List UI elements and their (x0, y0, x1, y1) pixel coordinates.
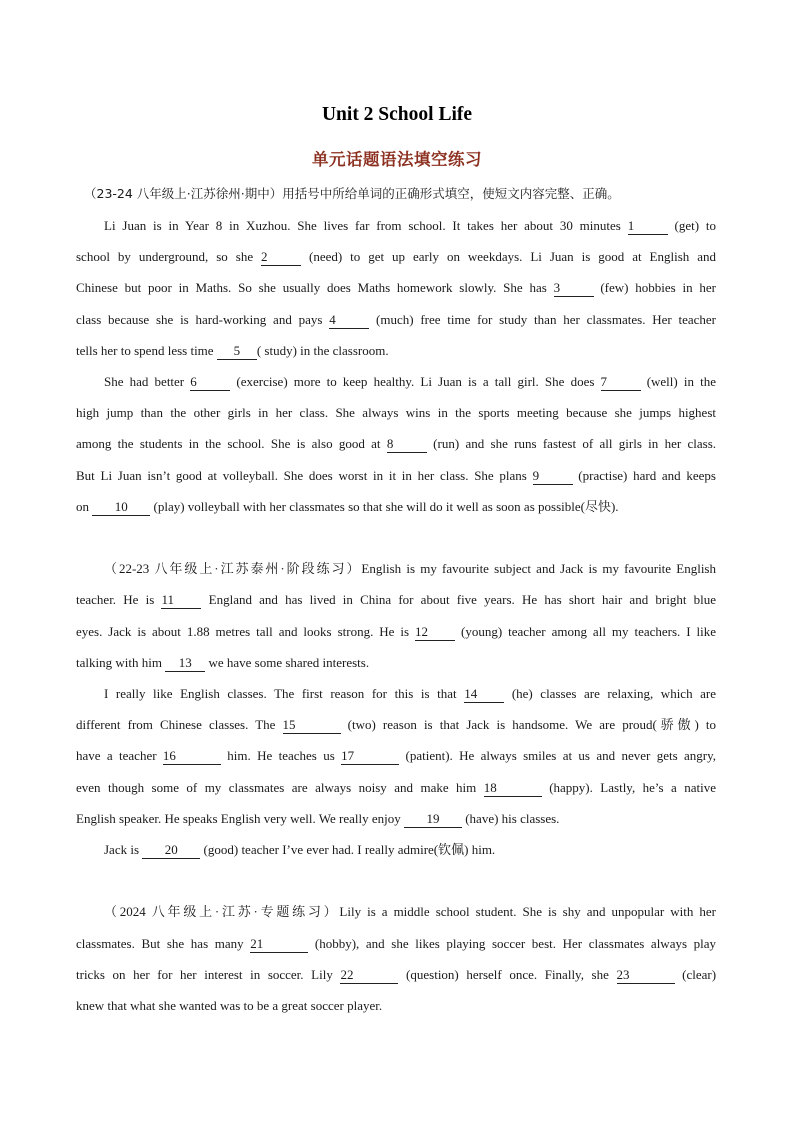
text: (two) reason is that Jack is handsome. We are proud(骄傲) to (347, 717, 716, 732)
text: English speaker. He speaks English very well. We really enjoy (76, 811, 401, 826)
passage2-line (76, 653, 716, 673)
text: England and has lived in China for about five years. He has short hair and bright blue (208, 592, 717, 607)
text: Chinese but poor in Maths. So she usually does Maths homework slowly. She has (76, 280, 547, 295)
text: (run) and she runs fastest of all girls in her class. (433, 436, 717, 451)
passage1-line (76, 310, 716, 330)
text: (need) to get up early on weekdays. Li Juan is good at English and (309, 249, 716, 264)
page-subtitle: 单元话题语法填空练习 (312, 150, 482, 169)
passage2-line (104, 684, 716, 704)
passage2-line (104, 559, 716, 579)
blank-14: 14 (464, 686, 504, 703)
blank-13: 13 (165, 655, 205, 672)
text: (hobby), and she likes playing soccer best. Her classmates always play (314, 936, 717, 951)
passage2-line (104, 840, 716, 860)
blank-18: 18 (484, 780, 542, 797)
passage3-line (104, 902, 716, 922)
blank-6: 6 (190, 374, 230, 391)
text: (patient). He always smiles at us and never gets angry, (405, 748, 716, 763)
text: (happy). Lastly, he’s a native (549, 780, 717, 795)
passage1-line (104, 372, 716, 392)
passage1-line (76, 434, 716, 454)
text: (he) classes are relaxing, which are (511, 686, 717, 701)
text: on (76, 499, 89, 514)
text: (young) teacher among all my teachers. I like (461, 624, 717, 639)
text: high jump than the other girls in her class. She always wins in the sports meeting because she jumps highest (76, 405, 716, 420)
text: (much) free time for study than her classmates. Her teacher (376, 312, 717, 327)
passage1-line (76, 341, 716, 361)
blank-8: 8 (387, 436, 427, 453)
passage1-line (76, 403, 716, 423)
blank-7: 7 (601, 374, 641, 391)
text: class because she is hard-working and pays (76, 312, 323, 327)
text: have a teacher (76, 748, 157, 763)
text: tells her to spend less time (76, 343, 214, 358)
text: I really like English classes. The first reason for this is that (104, 686, 457, 701)
passage1-line (76, 466, 716, 486)
blank-1: 1 (628, 218, 668, 235)
blank-21: 21 (250, 936, 308, 953)
passage2-line (76, 622, 716, 642)
blank-23: 23 (617, 967, 675, 984)
page-title: Unit 2 School Life (321, 104, 473, 125)
text: talking with him (76, 655, 162, 670)
instruction: （23-24 八年级上·江苏徐州·期中）用括号中所给单词的正确形式填空，使短文内容完整、正确。 (84, 186, 620, 201)
text: teacher. He is (76, 592, 155, 607)
blank-20: 20 (142, 842, 200, 859)
text: ( study) in the classroom. (256, 343, 389, 358)
text: Li Juan is in Year 8 in Xuzhou. She lives far from school. It takes her about 30 minutes (104, 218, 621, 233)
text: But Li Juan isn’t good at volleyball. She does worst in it in her class. She plans (76, 468, 527, 483)
text: (practise) hard and keeps (578, 468, 716, 483)
text: eyes. Jack is about 1.88 metres tall and looks strong. He is (76, 624, 410, 639)
text: （22-23 八年级上·江苏泰州·阶段练习）English is my favourite subject and Jack is my favourite English (104, 561, 716, 576)
passage2-line (76, 746, 716, 766)
passage1-line (76, 247, 716, 267)
text: knew that what she wanted was to be a great soccer player. (76, 998, 383, 1013)
text: She had better (104, 374, 185, 389)
text: even though some of my classmates are always noisy and make him (76, 780, 477, 795)
text: (well) in the (646, 374, 716, 389)
text: (question) herself once. Finally, she (406, 967, 609, 982)
text: we have some shared interests. (208, 655, 370, 670)
text: him. He teaches us (227, 748, 335, 763)
blank-11: 11 (161, 592, 201, 609)
text: (few) hobbies in her (600, 280, 716, 295)
text: (have) his classes. (465, 811, 560, 826)
text: school by underground, so she (76, 249, 254, 264)
blank-5: 5 (217, 343, 257, 360)
text: different from Chinese classes. The (76, 717, 276, 732)
passage2-line (76, 590, 716, 610)
blank-3: 3 (554, 280, 594, 297)
passage2-line (76, 809, 716, 829)
text: (good) teacher I’ve ever had. I really admire(钦佩) him. (203, 842, 496, 857)
blank-22: 22 (340, 967, 398, 984)
text: (play) volleyball with her classmates so that she will do it well as soon as possible(尽快). (153, 499, 619, 514)
passage3-line (76, 934, 716, 954)
blank-19: 19 (404, 811, 462, 828)
text: (get) to (674, 218, 717, 233)
blank-17: 17 (341, 748, 399, 765)
passage2-line (76, 778, 716, 798)
text: (exercise) more to keep healthy. Li Juan is a tall girl. She does (236, 374, 595, 389)
blank-10: 10 (92, 499, 150, 516)
passage3-line (76, 965, 716, 985)
blank-16: 16 (163, 748, 221, 765)
text: classmates. But she has many (76, 936, 244, 951)
text: (clear) (682, 967, 717, 982)
passage2-line (76, 715, 716, 735)
passage1-line (104, 216, 716, 236)
blank-4: 4 (329, 312, 369, 329)
blank-2: 2 (261, 249, 301, 266)
blank-9: 9 (533, 468, 573, 485)
blank-15: 15 (283, 717, 341, 734)
passage1-line (76, 497, 716, 517)
text: Jack is (104, 842, 140, 857)
blank-12: 12 (415, 624, 455, 641)
passage3-line (76, 996, 716, 1016)
text: （2024 八年级上·江苏·专题练习）Lily is a middle school student. She is shy and unpopular with her (104, 904, 716, 919)
text: among the students in the school. She is also good at (76, 436, 381, 451)
text: tricks on her for her interest in soccer. Lily (76, 967, 333, 982)
passage1-line (76, 278, 716, 298)
